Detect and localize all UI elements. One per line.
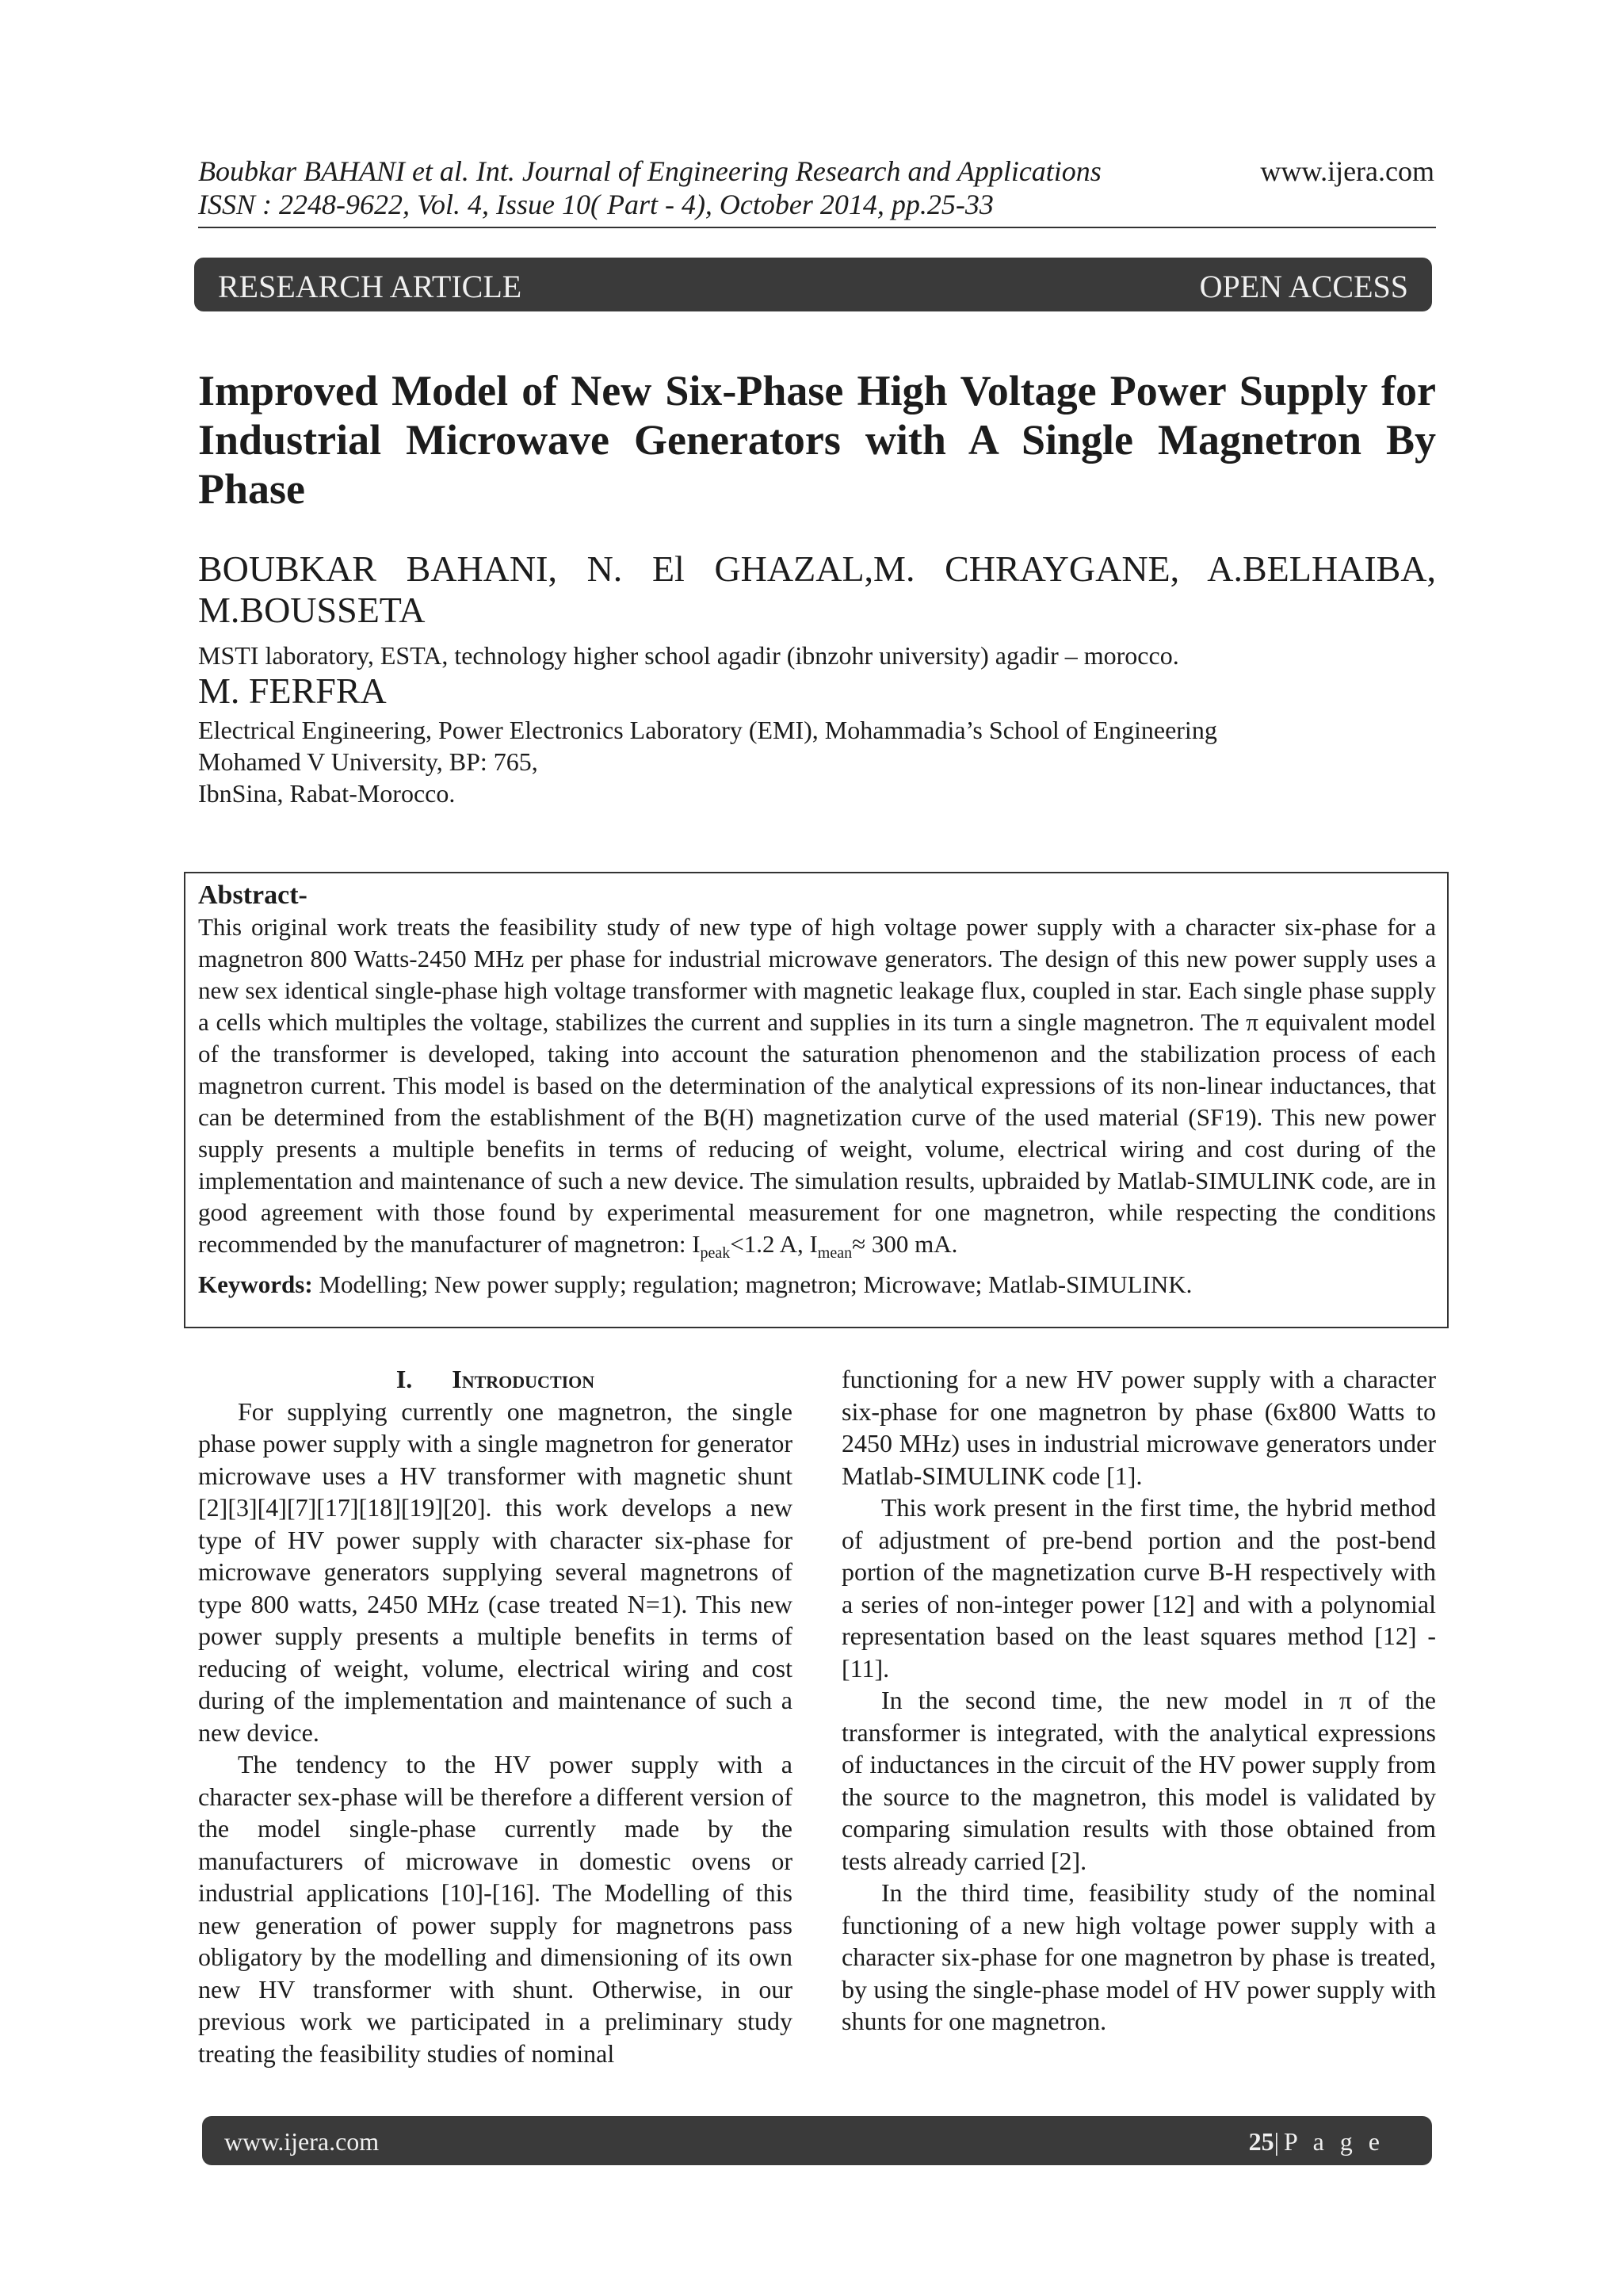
body-column-right bbox=[842, 1363, 1436, 2038]
section-heading-introduction bbox=[198, 1363, 792, 1396]
open-access-label: OPEN ACCESS bbox=[1199, 269, 1408, 304]
author-ferfra: M. FERFRA bbox=[198, 670, 387, 711]
abstract-box bbox=[184, 872, 1449, 1328]
journal-url[interactable]: www.ijera.com bbox=[1260, 155, 1434, 187]
page-footer bbox=[202, 2116, 1432, 2165]
abstract-body bbox=[198, 880, 1436, 1301]
keywords-label: Keywords: bbox=[198, 1270, 313, 1299]
paragraph: This work present in the first time, the hybrid method of adjustment of pre-bend portion and the post-bend portion of the magnetization curve B-H respectively with a series of non-integer power [12] and with a polynomial representation based on the least squares method [12] - [11]. bbox=[842, 1493, 1436, 1683]
page-number: 25|P a g e bbox=[1248, 2127, 1384, 2156]
abstract-text: This original work treats the feasibility study of new type of high voltage power supply with a character six-phase for a magnetron 800 Watts-2450 MHz per phase for industrial microwave generators. The design of this new power supply uses a new sex identical single-phase high voltage transformer with magnetic leakage flux, coupled in star. Each single phase supply a cells which multiples the voltage, stabilizes the current and supplies in its turn a single magnetron. The π equivalent model of the transformer is developed, taking into account the saturation phenomenon and the stabilization process of each magnetron current. This model is based on the determination of the analytical expressions of its non-linear inductances, that can be determined from the establishment of the B(H) magnetization curve of the used material (SF19). This new power supply presents a multiple benefits in terms of reducing of weight, volume, electrical wiring and cost during of the implementation and maintenance of such a new device. The simulation results, upbraided by Matlab-SIMULINK code, are in good agreement with those found by experimental measurement for one magnetron, while respecting the conditions recommended by the manufacturer of magnetron: $I_{peak}<1.2$ A, $I_{mean}\approx 300$ mA. bbox=[198, 913, 1436, 1263]
paragraph: The tendency to the HV power supply with a character sex-phase will be therefore a different version of the model single-phase currently made by the manufacturers of microwave in domestic ovens or industrial applications [10]-[16]. The Modelling of this new generation of power supply for magnetrons pass obligatory by the modelling and dimensioning of its own new HV transformer with shunt. Otherwise, in our previous work we participated in a preliminary study treating the feasibility studies of nominal bbox=[198, 1750, 792, 2068]
running-head bbox=[198, 155, 1434, 221]
abstract-heading: Abstract- bbox=[198, 881, 307, 910]
footer-url[interactable]: www.ijera.com bbox=[224, 2127, 380, 2156]
paragraph: In the third time, feasibility study of the nominal functioning of a new high voltage power supply with a character six-phase for one magnetron by phase is treated, by using the single-phase model of HV power supply with shunts for one magnetron. bbox=[842, 1878, 1436, 2035]
header-divider bbox=[198, 227, 1436, 228]
section-number: I. bbox=[395, 1365, 413, 1393]
author-list: BOUBKAR BAHANI, N. El GHAZAL,M. CHRAYGANE, A.BELHAIBA, M.BOUSSETA bbox=[198, 548, 1436, 630]
affiliation-city: IbnSina, Rabat-Morocco. bbox=[198, 779, 456, 808]
keywords-text: Modelling; New power supply; regulation; magnetron; Microwave; Matlab-SIMULINK. bbox=[319, 1270, 1193, 1299]
body-column-left bbox=[198, 1363, 792, 2069]
research-article-label: RESEARCH ARTICLE bbox=[218, 269, 522, 304]
affiliation-university: Mohamed V University, BP: 765, bbox=[198, 747, 538, 776]
keywords-line bbox=[198, 1269, 1436, 1301]
paragraph: functioning for a new HV power supply with a character six-phase for one magnetron by phase (6x800 Watts to 2450 MHz) uses in industrial microwave generators under Matlab-SIMULINK code [1]. bbox=[842, 1365, 1436, 1490]
running-head-issn: ISSN : 2248-9622, Vol. 4, Issue 10( Part - 4), October 2014, pp.25-33 bbox=[198, 189, 994, 220]
paper-title: Improved Model of New Six-Phase High Voltage Power Supply for Industrial Microwave Generators with A Single Magnetron By Phase bbox=[198, 367, 1436, 513]
affiliation-emi: Electrical Engineering, Power Electronics Laboratory (EMI), Mohammadia’s School of Engineering bbox=[198, 716, 1217, 744]
paragraph: For supplying currently one magnetron, the single phase power supply with a single magnetron for generator microwave uses a HV transformer with magnetic shunt [2][3][4][7][17][18][19][20]. this work develops a new type of HV power supply with character six-phase for microwave generators supplying several magnetrons of type 800 watts, 2450 MHz (case treated N=1). This new power supply presents a multiple benefits in terms of reducing of weight, volume, electrical wiring and cost during of the implementation and maintenance of such a new device. bbox=[198, 1396, 792, 1747]
article-type-banner bbox=[194, 258, 1432, 311]
affiliation-msti: MSTI laboratory, ESTA, technology higher school agadir (ibnzohr university) agadir – morocco. bbox=[198, 641, 1179, 670]
section-title: Introduction bbox=[452, 1365, 595, 1393]
paragraph: In the second time, the new model in π of the transformer is integrated, with the analytical expressions of inductances in the circuit of the HV power supply from the source to the magnetron, this model is validated by comparing simulation results with those obtained from tests already carried [2]. bbox=[842, 1686, 1436, 1875]
running-head-citation: Boubkar BAHANI et al. Int. Journal of Engineering Research and Applications bbox=[198, 155, 1102, 187]
